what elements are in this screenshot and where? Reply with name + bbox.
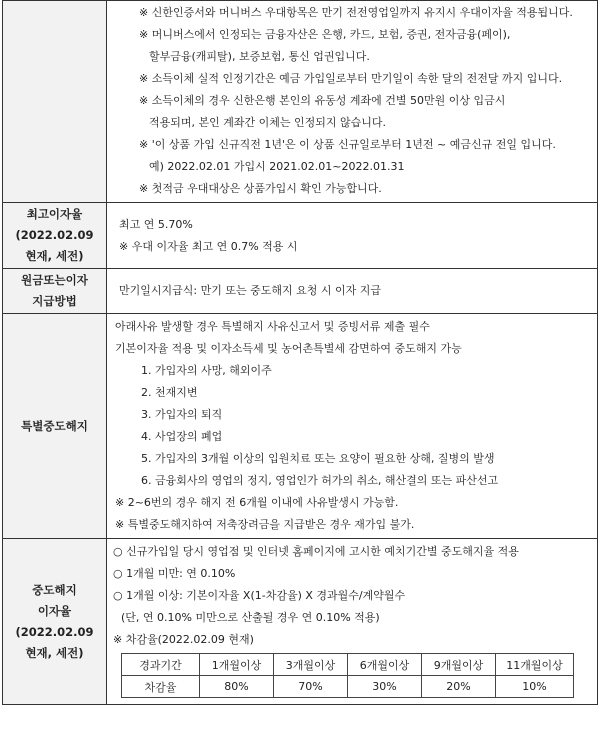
- special-note: ※ 2~6번의 경우 해지 전 6개월 이내에 사유발생시 가능함.: [115, 496, 399, 509]
- payment-text: 만기일시지급식: 만기 또는 중도해지 요청 시 이자 지급: [119, 284, 381, 297]
- deduction-value-cell: 80%: [200, 676, 274, 698]
- product-terms-table: [2, 0, 598, 705]
- deduction-value-cell: 10%: [496, 676, 574, 698]
- note-line: ※ 첫적금 우대대상은 상품가입시 확인 가능합니다.: [139, 182, 382, 195]
- max-rate-value: 최고 연 5.70%: [119, 217, 193, 231]
- note-line: ※ 신한인증서와 머니버스 우대항목은 만기 전전영업일까지 유지시 우대이자율 적용됩니다.: [139, 6, 573, 19]
- special-intro-line: 아래사유 발생할 경우 특별해지 사유신고서 및 증빙서류 제출 필수: [115, 320, 430, 333]
- early-termination-row: [3, 539, 598, 705]
- payment-cell: [107, 269, 598, 314]
- notes-cell: [107, 1, 598, 203]
- early-line: ○ 신규가입일 당시 영업점 및 인터넷 홈페이지에 고시한 예치기간별 중도해지율 적용: [113, 545, 519, 558]
- special-item: 1. 가입자의 사망, 해외이주: [141, 364, 272, 377]
- deduction-value-cell: 차감율: [122, 676, 200, 698]
- note-line: 적용되며, 본인 계좌간 이체는 인정되지 않습니다.: [149, 116, 386, 129]
- special-item: 4. 사업장의 폐업: [141, 430, 223, 443]
- note-line: ※ 머니버스에서 인정되는 금융자산은 은행, 카드, 보험, 증권, 전자금융(페이),: [139, 28, 511, 41]
- note-line: 할부금융(캐피탈), 보증보험, 통신 업권입니다.: [149, 50, 370, 63]
- deduction-header-cell: 11개월이상: [496, 654, 574, 676]
- special-item: 6. 금융회사의 영업의 정지, 영업인가 허가의 취소, 해산결의 또는 파산선고: [141, 474, 499, 487]
- early-line: (단, 연 0.10% 미만으로 산출될 경우 연 0.10% 적용): [121, 611, 380, 624]
- deduction-value-cell: 70%: [274, 676, 348, 698]
- deduction-value-cell: 20%: [422, 676, 496, 698]
- deduction-rate-table: [121, 653, 574, 698]
- early-line: ※ 차감율(2022.02.09 현재): [113, 633, 254, 646]
- deduction-value-cell: 30%: [348, 676, 422, 698]
- deduction-header-cell: 6개월이상: [348, 654, 422, 676]
- notes-label-cell: [3, 1, 107, 203]
- payment-label: 원금또는이자 지급방법: [3, 269, 107, 314]
- payment-row: [3, 269, 598, 314]
- deduction-value-row: [122, 676, 574, 698]
- deduction-header-cell: 경과기간: [122, 654, 200, 676]
- note-line: 예) 2022.02.01 가입시 2021.02.01~2022.01.31: [149, 160, 405, 173]
- max-rate-note: ※ 우대 이자율 최고 연 0.7% 적용 시: [119, 239, 298, 253]
- max-rate-label: 최고이자율 (2022.02.09 현재, 세전): [3, 203, 107, 269]
- max-rate-cell: [107, 203, 598, 269]
- note-line: ※ '이 상품 가입 신규직전 1년'은 이 상품 신규일로부터 1년전 ~ 예금신규 전일 입니다.: [139, 138, 556, 151]
- early-termination-cell: [107, 539, 598, 705]
- deduction-header-row: [122, 654, 574, 676]
- note-line: ※ 소득이체 실적 인정기간은 예금 가입일로부터 만기일이 속한 달의 전전달 까지 입니다.: [139, 72, 563, 85]
- special-item: 3. 가입자의 퇴직: [141, 408, 223, 421]
- early-termination-label: 중도해지 이자율 (2022.02.09 현재, 세전): [3, 539, 107, 705]
- early-line: ○ 1개월 미만: 연 0.10%: [113, 567, 236, 580]
- deduction-header-cell: 9개월이상: [422, 654, 496, 676]
- notes-row: [3, 1, 598, 203]
- note-line: ※ 소득이체의 경우 신한은행 본인의 유동성 계좌에 건별 50만원 이상 입금시: [139, 94, 506, 107]
- deduction-header-cell: 3개월이상: [274, 654, 348, 676]
- special-termination-label: 특별중도해지: [3, 314, 107, 539]
- max-rate-row: [3, 203, 598, 269]
- early-line: ○ 1개월 이상: 기본이자율 X(1-차감율) X 경과월수/계약월수: [113, 589, 406, 602]
- special-item: 2. 천재지변: [141, 386, 198, 399]
- special-intro-line: 기본이자율 적용 및 이자소득세 및 농어촌특별세 감면하여 중도해지 가능: [115, 342, 462, 355]
- deduction-header-cell: 1개월이상: [200, 654, 274, 676]
- special-termination-row: [3, 314, 598, 539]
- special-note: ※ 특별중도해지하여 저축장려금을 지급받은 경우 재가입 불가.: [115, 518, 415, 531]
- special-termination-cell: [107, 314, 598, 539]
- special-item: 5. 가입자의 3개월 이상의 입원치료 또는 요양이 필요한 상해, 질병의 발생: [141, 452, 495, 465]
